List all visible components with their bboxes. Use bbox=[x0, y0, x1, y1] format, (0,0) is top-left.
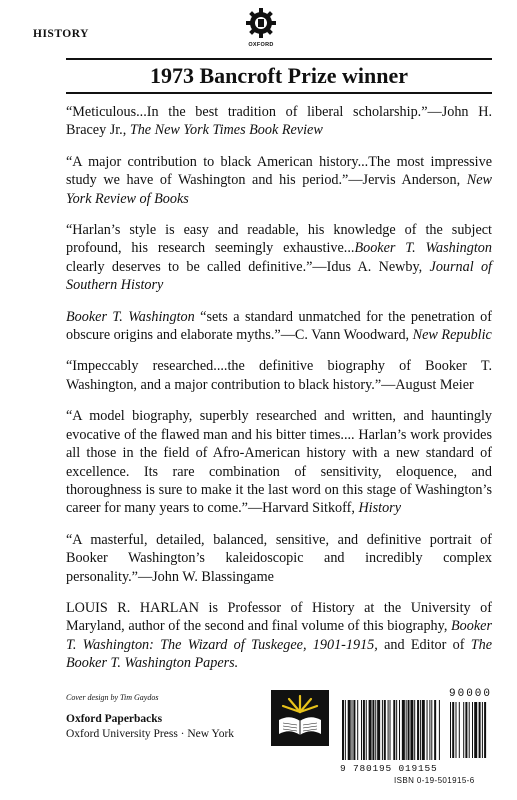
press-location: Oxford University Press · New York bbox=[66, 728, 235, 740]
category-label: HISTORY bbox=[33, 28, 89, 40]
ean-number: 9 780195 019155 bbox=[340, 763, 438, 774]
top-rule bbox=[66, 58, 492, 60]
review-quote: “Impeccably researched....the definitive biography of Booker T. Washington, and a major contribution to black history.”—August Meier bbox=[66, 358, 492, 393]
review-quote: “A masterful, detailed, balanced, sensitive, and definitive portrait of Booker Washington’s kaleidoscopic and incredibly complex personality.”—John W. Blassingame bbox=[66, 531, 492, 585]
author-bio: LOUIS R. HARLAN is Professor of History at the University of Maryland, author of the second and final volume of this biography, Booker T. Washington: The Wizard of Tuskegee, 1901-1915, and Editor of The Booker T. Washington Papers. bbox=[66, 599, 492, 672]
open-book-emblem-icon bbox=[271, 690, 329, 746]
cover-design-credit: Cover design by Tim Gaydos bbox=[66, 693, 159, 702]
price-code: 90000 bbox=[449, 688, 493, 700]
imprint-name: Oxford Paperbacks bbox=[66, 713, 163, 725]
review-quotes bbox=[66, 103, 492, 673]
review-quote: Booker T. Washington “sets a standard unmatched for the penetration of obscure origins and elaborate myths.”—C. Vann Woodward, New Republic bbox=[66, 308, 492, 344]
publisher-block bbox=[66, 712, 234, 742]
review-quote: “A major contribution to black American history...The most impressive study we have of Washington and his period.”—Jervis Anderson, New York Review of Books bbox=[66, 153, 492, 207]
review-quote: “A model biography, superbly researched and written, and hauntingly evocative of the flawed man and his bitter times.... Harlan’s work provides all those in the field of Afro-American history with a new standard of excellence. Its rare combination of sensitivity, eloquence, and thoroughness is sure to make it the last word on this stage of Washington’s career for many years to come.”—Harvard Sitkoff, History bbox=[66, 408, 492, 517]
publisher-logo-label: OXFORD bbox=[248, 42, 274, 48]
isbn-number: ISBN 0-19-501915-6 bbox=[394, 776, 475, 785]
barcode-icon bbox=[340, 700, 502, 762]
prize-heading: 1973 Bancroft Prize winner bbox=[149, 63, 409, 88]
bottom-rule bbox=[66, 92, 492, 94]
review-quote: “Meticulous...In the best tradition of liberal scholarship.”—John H. Bracey Jr., The New York Times Book Review bbox=[66, 104, 492, 139]
review-quote: “Harlan’s style is easy and readable, his knowledge of the subject profound, his research seemingly exhaustive...Booker T. Washington clearly deserves to be called definitive.”—Idus A. Newby, Journal of Southern History bbox=[66, 222, 492, 294]
barcode-block bbox=[340, 688, 502, 788]
